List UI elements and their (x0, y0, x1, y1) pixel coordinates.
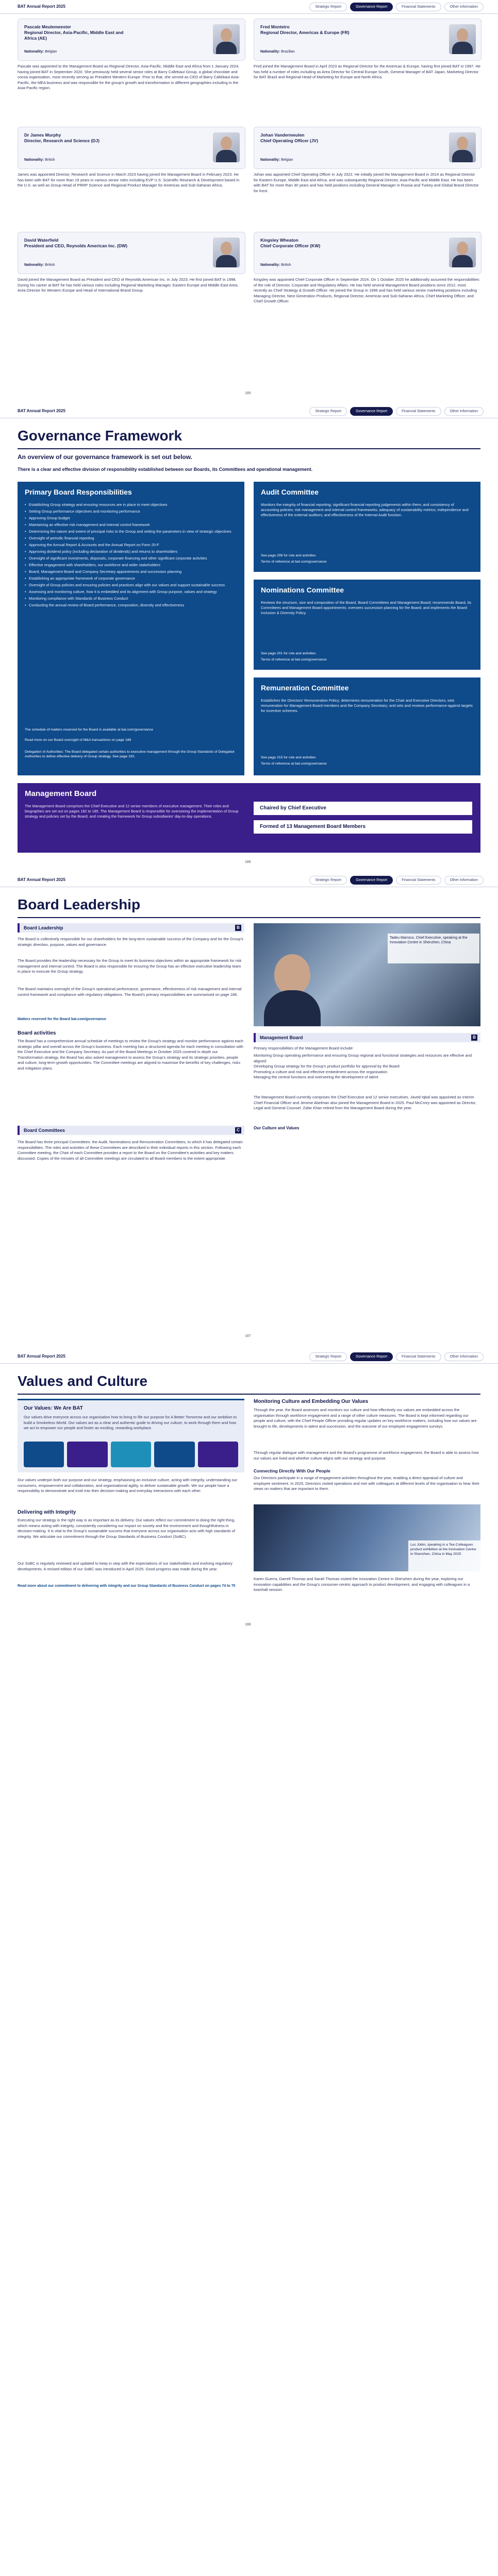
list-item: • Approving dividend policy (including declaration of dividends) and returns to shareholders (25, 549, 236, 554)
subheading: Board activities (18, 1030, 56, 1036)
terms-link[interactable]: Terms of reference at bat.com/governance (261, 762, 327, 766)
report-title: BAT Annual Report 2025 (18, 1354, 65, 1359)
person-name: Kingsley Wheaton Chief Corporate Officer (KW) (260, 238, 321, 248)
committee-text: Establishes the Directors' Remuneration Policy; determines remuneration for the Chair and Executive Directors; sets remuneration for Management Board members and the Company Secretary; and sets and reviews performance-against targets for incentive schemes. (261, 698, 473, 713)
bio-text: Fred joined the Management Board in April 2023 as Regional Director for the Americas & Europe, having first joined BAT in 1997. He has held a number of roles including as Area Director for Central Europe South, General Manager of BAT Japan, Marketing Director for BAT Brazil and Regional Head of Marketing for Europe and North Africa. (254, 64, 480, 79)
top-nav (309, 3, 484, 11)
page-number: 185 (245, 392, 251, 395)
page-number: 186 (245, 860, 251, 864)
body-text: Executing our strategy in the right way is as important as its delivery. Our values reflect our commitment to doing the right thing, which means acting with integrity, consistently considering our impact on society and the environment and thoughtfulness in decision-making. It is vital to the Group's sustainable success that everyone across our organisation acts with high standards of integrity. We articulate our commitment through the Group Standards of Business Conduct (SoBC). (18, 1518, 236, 1539)
nationality: Nationality: British (260, 263, 291, 267)
section-badge: B (235, 925, 241, 931)
value-tile (24, 1442, 64, 1467)
top-nav (309, 407, 484, 416)
list-item: • Effective engagement with shareholders, our workforce and wider stakeholders (25, 563, 236, 568)
list-item: Monitoring Group operating performance and ensuring Group regional and functional strategies and resources are effective and aligned (254, 1053, 472, 1063)
list-item: • Monitoring compliance with Standards of Business Conduct (25, 596, 236, 601)
nav-governance-report[interactable]: Governance Report (350, 407, 393, 416)
nav-strategic-report[interactable]: Strategic Report (309, 407, 347, 416)
person-card (254, 19, 482, 61)
committee-title: Nominations Committee (261, 586, 344, 594)
read-more-link[interactable]: Read more about our commitment to delivering with integrity and our Group Standards of Business Conduct on pages 74 to 75 (18, 1584, 236, 1588)
report-title: BAT Annual Report 2025 (18, 4, 65, 9)
nav-strategic-report[interactable]: Strategic Report (309, 1352, 347, 1361)
terms-link[interactable]: Terms of reference at bat.com/governance (261, 560, 327, 564)
terms-link[interactable]: Terms of reference at bat.com/governance (261, 658, 327, 662)
nav-financial-statements[interactable]: Financial Statements (396, 407, 441, 416)
section-badge: B (471, 1035, 477, 1041)
management-board-box (18, 783, 480, 853)
remuneration-committee-box (254, 677, 480, 775)
bio-text: Johan was appointed Chief Operating Officer in July 2022. He initially joined the Management Board in 2014 as Regional Director for Eastern Europe, Middle East and Africa, and was subsequently Regional Director, Asia-Pacific and Middle East. He has been with BAT for more than 30 years and has held positions including General Manager in Russia and Turkey and Global Brand Director for Kent. (254, 172, 479, 193)
report-title: BAT Annual Report 2025 (18, 877, 65, 882)
responsibilities-list (25, 502, 236, 609)
body-text: Our SoBC is regularly reviewed and updated to keep in step with the expectations of our stakeholders and evolving regulatory developments. A revised edition of our SoBC was introduced in April 2025. Good progress was made during the year. (18, 1561, 233, 1571)
page-number: 188 (245, 1623, 251, 1626)
list-item: • Oversight of significant investments, disposals, corporate financing and other significant corporate activities (25, 556, 236, 561)
nav-other-information[interactable]: Other Information (444, 407, 484, 416)
bio-text: Kingsley was appointed Chief Corporate Officer in September 2024. On 1 October 2025 he additionally assumed the responsibilities of the role of Director, Corporate and Regulatory Affairs. He has held several Management Board positions since 2012, most recently as Chief Strategy & Growth Officer. He joined the Group in 1996 and has held various senior marketing positions including Managing Director, Next Generation Products, Regional Director, Americas and Sub-Saharan Africa, Chief Marketing Officer, and Chief Growth Officer. (254, 277, 479, 303)
nav-strategic-report[interactable]: Strategic Report (309, 3, 347, 11)
committee-text: Reviews the structure, size and composition of the Board, Board Committees and Management Board; recommends Board, its Committees and Management Board appointments; oversees succession planning for the Board; and implements the Board Inclusion & Diversity Policy. (261, 600, 472, 615)
body-text: Primary responsibilities of the Management Board include: (254, 1046, 354, 1050)
list-item: • Approving the Annual Report & Accounts and the Annual Report on Form 20-F (25, 543, 236, 548)
subheading: Our Values: We Are BAT (24, 1405, 83, 1411)
portrait-photo (213, 24, 240, 54)
list-item: • Oversight of periodic financial reporting (25, 536, 236, 541)
audit-committee-box (254, 482, 480, 572)
person-name: Pascale Meulemeester Regional Director, Asia-Pacific, Middle East and Africa (AE) (24, 24, 124, 41)
body-text: Our values drive everyone across our organisation how to bring to life our purpose for A Better Tomorrow and our ambition to build a Smokeless World. Our values act as a clear and authentic guide to driving our culture, to work through them and how we act to empower our people and foster an exciting, rewarding workplace. (24, 1415, 237, 1430)
nav-strategic-report[interactable]: Strategic Report (309, 876, 347, 885)
section-bar (254, 1033, 480, 1042)
value-tile (111, 1442, 151, 1467)
matters-link[interactable]: Matters reserved for the Board bat.com/governance (18, 1018, 106, 1021)
top-nav (309, 876, 484, 885)
list-item: Developing Group strategy for the Group's product portfolio for approval by the Board (254, 1064, 400, 1069)
committee-page-link[interactable]: See page 215 for role and activities (261, 756, 316, 759)
body-text: Karen Guerra, Darrell Thomas and Sarah Thomas visited the Innovation Centre in Shenzhen during the year, exploring our innovation capabilities and the Group's consumer-centric approach to product development, and engaging with colleagues in a townhall session. (254, 1577, 470, 1592)
page-header (0, 0, 498, 14)
list-item: Promoting a culture and risk and effective embedment across the organisation (254, 1069, 388, 1074)
portrait-photo (213, 132, 240, 162)
committee-title: Remuneration Committee (261, 684, 349, 692)
value-tile (67, 1442, 107, 1467)
top-nav (309, 1352, 484, 1361)
nav-financial-statements[interactable]: Financial Statements (396, 3, 441, 11)
title-rule (18, 917, 480, 918)
person-name: Johan Vandermeulen Chief Operating Officer (JV) (260, 132, 318, 143)
photo-caption: Luc Jobin, speaking in a Tea Colleagues product exhibition at the Innovation Centre in Shenzhen, China in May 2025 (408, 1540, 480, 1571)
body-text: The Board maintains oversight of the Group's operational performance, governance, effectiveness of risk management and internal control framework and compliance with regulatory obligations. The Board's primary responsibilities are summarised on page 186. (18, 987, 242, 997)
bio-text: Pascale was appointed to the Management Board as Regional Director, Asia-Pacific, Middle East and Africa from 1 January 2024, having joined BAT in September 2020. She previously held several senior roles at Barry Callebaut Group, a global chocolate and cocoa organisation, most recently serving as President Western Europe. Prior to that, she served as CEO of Barry Callebaut Asia-Pacific, the MEA business and was responsible for the group's growth and transformation in different geographies including in the Asia-Pacific region. (18, 64, 240, 90)
list-item: • Board, Management Board and Company Secretary appointments and succession planning (25, 569, 236, 574)
section-bar (18, 1126, 244, 1135)
person-card (18, 232, 245, 274)
committee-page-link[interactable]: See page 206 for role and activities (261, 554, 316, 557)
sub-lead-text: There is a clear and effective division of responsibility established between our Boards, its Committees and operational management. (18, 467, 313, 472)
person-card (254, 232, 482, 274)
page-header (0, 873, 498, 887)
person-name: David Waterfield President and CEO, Reynolds American Inc. (DW) (24, 238, 127, 248)
values-icons (24, 1442, 238, 1467)
panel-title: Primary Board Responsibilities (25, 488, 132, 496)
bio-text: David joined the Management Board as President and CEO of Reynolds American Inc. in July 2023. He first joined BAT in 1998. During his career at BAT he has held various roles including Regional Marketing Manager, Eastern Europe and Middle East Area, Area Director for Western Europe and Head of International Brand Group. (18, 277, 239, 293)
person-card (18, 19, 245, 61)
nationality: Nationality: Belgian (260, 158, 293, 162)
value-tile (154, 1442, 194, 1467)
lead-text: An overview of our governance framework is set out below. (18, 453, 192, 461)
nationality: Nationality: Brazilian (260, 50, 295, 54)
nationality: Nationality: Belgian (24, 50, 57, 54)
body-text: The Board has three principal Committees: the Audit, Nominations and Remuneration Committees, to which it has delegated certain responsibilities. The roles and activities of these Committees are described in their individual reports in this section. Following each Committee meeting, the Chair of each Committee provides a report to the Board on the Committee's activities and key matters discussed. Copies of the minutes of all Committee meetings are circulated to all Board members to the extent appropriate. (18, 1140, 243, 1161)
portrait-photo (449, 238, 476, 267)
body-text: Through the year, the Board assesses and monitors our culture and how effectively our values are embedded across the organisation through workforce engagement and a range of other culture measures. The Board is kept informed regarding our people and culture, with the Chief People Officer providing regular updates on key workforce matters, including how our values are brought to life, developments in talent and succession, and the outcome of our employee engagement surveys. (254, 1408, 477, 1429)
nav-governance-report[interactable]: Governance Report (350, 3, 393, 11)
list-item: • Setting Group performance objectives and monitoring performance (25, 509, 236, 514)
list-item: • Determining the nature and extent of principal risks to the Group and setting the parameters in view of strategic objectives (25, 529, 236, 534)
page-number: 187 (245, 1334, 251, 1338)
value-tile (198, 1442, 238, 1467)
primary-responsibilities-panel (18, 482, 244, 775)
list-item: • Assessing and monitoring culture, how it is embedded and its alignment with Group purpose, values and strategy (25, 589, 236, 595)
person-name: Fred Monteiro Regional Director, Americas & Europe (FR) (260, 24, 350, 35)
nav-governance-report[interactable]: Governance Report (350, 876, 393, 885)
committee-text: Monitors the integrity of financial reporting; significant financial reporting judgements within them; and consistency of accounting policies; risk management and internal control frameworks; adequacy of sustainability metrics; independence and effectiveness of the external auditors; and effectiveness of the Internal Audit function. (261, 502, 469, 517)
committee-page-link[interactable]: See page 201 for role and activities (261, 652, 316, 655)
nav-financial-statements[interactable]: Financial Statements (396, 1352, 441, 1361)
management-board-text: The Management Board comprises the Chief Executive and 12 senior members of executive management. Their roles and biographies are set out on pages 182 to 185. The Management Board is responsible for overseeing the implementation of Group strategy and policies set by the Board, and creating the framework for Group subsidiaries' day-to-day operations. (25, 804, 239, 819)
schedule-link[interactable]: The schedule of matters reserved for the Board is available at bat.com/governance (25, 728, 153, 732)
chaired-by-bar: Chaired by Chief Executive (254, 802, 472, 815)
list-item: • Maintaining an effective risk management and internal control framework (25, 522, 236, 528)
photo-caption: Tadeu Marroco, Chief Executive, speaking at the Innovation Centre in Shenzhen, China (388, 934, 479, 963)
delegation-note: Delegation of Authorities: The Board delegated certain authorities to executive management through the Group Standards of Delegated Authorities to define effective delivery of Group strategy. See page 192. (25, 750, 235, 758)
title-rule (18, 1394, 480, 1395)
nav-other-information[interactable]: Other Information (444, 1352, 484, 1361)
report-title: BAT Annual Report 2025 (18, 409, 65, 413)
section-title: Board Leadership (24, 925, 63, 930)
values-box (18, 1399, 244, 1472)
bio-text: James was appointed Director, Research and Science in March 2023 having joined the Management Board in February 2023. He has been with BAT for more than 19 years in various senior roles including EVP U.S. Scientific Research & Development based in the U.S. as well as Group Head of PRRP Science and Regional Product Manager for Americas and Sub-Saharan Africa. (18, 172, 240, 188)
page-header (0, 1350, 498, 1364)
list-item: • Establishing Group strategy and ensuring resources are in place to meet objectives (25, 502, 236, 507)
body-text: Our values underpin both our purpose and our strategy, emphasising an inclusive culture, acting with integrity, understanding our consumers, empowerment and collaboration, and organisational agility, to deliver sustainable growth. We our people have a responsibility to demonstrate and instil into their decision-making and everyday interactions with each other. (18, 1478, 238, 1493)
person-card (18, 127, 245, 169)
leadership-photo (254, 923, 480, 1026)
list-item: • Approving Group budget (25, 516, 236, 521)
portrait-photo (449, 132, 476, 162)
title-rule (18, 448, 480, 449)
body-text: The Board is collectively responsible for our shareholders for the long-term sustainable success of the Company and for the Group's strategic direction, purpose, values and governance. (18, 937, 243, 947)
ma-link[interactable]: Read more on our Board oversight of M&A transactions on page 188 (25, 738, 131, 742)
nominations-committee-box (254, 580, 480, 670)
body-text: Through regular dialogue with management and the Board's programme of workforce engagement, the Board is able to assess how our values are lived and whether culture aligns with our strategy and purpose. (254, 1450, 479, 1461)
person-figure-body (264, 990, 321, 1026)
nav-financial-statements[interactable]: Financial Statements (396, 876, 441, 885)
section-badge: C (235, 1127, 241, 1133)
body-text: Our Directors participate in a range of engagement activities throughout the year, enabling a direct appraisal of culture and employee sentiment. In 2025, Directors visited operations and met with colleagues at different levels of the organisation to hear their views on matters that are important to them. (254, 1476, 480, 1491)
values-photo (254, 1504, 480, 1571)
page-title: Governance Framework (18, 428, 182, 444)
page-title: Board Leadership (18, 896, 141, 912)
section-title: Board Committees (24, 1128, 65, 1133)
person-card (254, 127, 482, 169)
body-text: The Board has a comprehensive annual schedule of meetings to review the Group's strategy and monitor performance against each strategic pillar and overall across the Group's business. Each meeting has a structured agenda for each meeting in consultation with the Chief Executive and the Company Secretary. As part of the Board Meetings in October 2025 covered in depth our Transformation strategy, the Board has also asked management to assess the Group's strategy and its strategic priorities, people and culture, long-term growth opportunities. The Committee meetings are aligned to maximise the benefits of key challenges, risks and mitigation plans. (18, 1039, 243, 1071)
nationality: Nationality: British (24, 158, 55, 162)
nav-other-information[interactable]: Other Information (444, 3, 484, 11)
list-item: • Oversight of Group policies and ensuring policies and practices align with our values and support sustainable success (25, 583, 236, 588)
nationality: Nationality: British (24, 263, 55, 267)
person-figure (274, 954, 310, 995)
list-item: • Establishing an appropriate framework of corporate governance (25, 576, 236, 581)
subheading: Monitoring Culture and Embedding Our Values (254, 1399, 369, 1404)
list-item: • Conducting the annual review of Board performance, composition, diversity and effectiveness (25, 603, 236, 608)
portrait-photo (213, 238, 240, 267)
committee-title: Audit Committee (261, 488, 319, 496)
subheading: Delivering with Integrity (18, 1510, 76, 1515)
person-name: Dr James Murphy Director, Research and Science (DJ) (24, 132, 99, 143)
management-board-title: Management Board (25, 789, 97, 798)
page-header (0, 404, 498, 418)
body-text: The Management Board currently comprises the Chief Executive and 12 senior executives. Javed Iqbal was appointed as Interim Chief Financial Officer and Jerome Abelman also joined the Management Board in 2025. Paul McCrory was appointed as Director, Legal and General Counsel. Zafar Khan retired from the Management Board during the year. (254, 1095, 476, 1110)
section-bar (18, 923, 244, 933)
portrait-photo (449, 24, 476, 54)
section-title: Management Board (260, 1035, 303, 1040)
page-title: Values and Culture (18, 1373, 148, 1389)
body-text: The Board provides the leadership necessary for the Group to meet its business objectives within an appropriate framework for risk management and internal control. The Board is also responsible for ensuring the Group has an effective executive leadership team in place to execute the Group strategy. (18, 958, 242, 974)
mb-list (254, 1053, 480, 1080)
nav-other-information[interactable]: Other Information (444, 876, 484, 885)
subheading: Our Culture and Values (254, 1126, 300, 1130)
nav-governance-report[interactable]: Governance Report (350, 1352, 393, 1361)
formed-of-bar: Formed of 13 Management Board Members (254, 820, 472, 834)
subheading: Connecting Directly With Our People (254, 1468, 330, 1473)
list-item: Managing the central functions and overseeing the development of talent (254, 1075, 378, 1079)
